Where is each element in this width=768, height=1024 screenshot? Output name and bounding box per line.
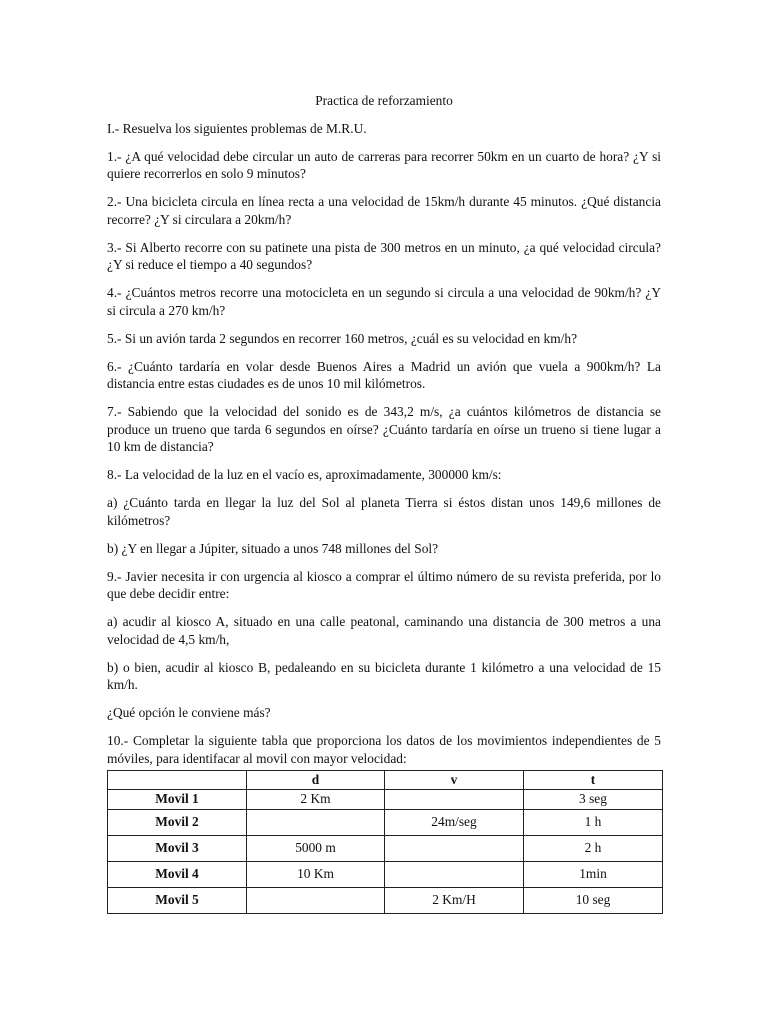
problem-4: 4.- ¿Cuántos metros recorre una motocicleta en un segundo si circula a una velocidad de 90km/h? ¿Y si circula a 270 km/h? [107,285,661,318]
document-title: Practica de reforzamiento [315,93,453,108]
problem-3: 3.- Si Alberto recorre con su patinete una pista de 300 metros en un minuto, ¿a qué velocidad circula? ¿Y si reduce el tiempo a 40 segundos? [107,239,661,272]
table-row [108,809,663,835]
problem-9-question: ¿Qué opción le conviene más? [107,705,271,720]
table-cell [247,809,385,835]
table-cell [385,789,524,809]
problem-5: 5.- Si un avión tarda 2 segundos en recorrer 160 metros, ¿cuál es su velocidad en km/h? [107,330,578,346]
section-heading: I.- Resuelva los siguientes problemas de M.R.U. [107,120,367,136]
table-cell [247,887,385,913]
movement-table [107,770,663,914]
table-row [108,835,663,861]
table-cell [385,835,524,861]
table-cell: Movil 1 [108,789,247,809]
table-cell: Movil 2 [108,809,247,835]
problem-8: 8.- La velocidad de la luz en el vacío es, aproximadamente, 300000 km/s: [107,467,502,482]
table-cell: 3 seg [524,789,663,809]
table-header-d: d [247,771,385,790]
problem-10: 10.- Completar la siguiente tabla que proporciona los datos de los movimientos independientes de 5 móviles, para identifacar al movil con mayor velocidad: [107,733,661,766]
table-cell: 1min [524,861,663,887]
problem-9b: b) o bien, acudir al kiosco B, pedaleando en su bicicleta durante 1 kilómetro a una velocidad de 15 km/h. [107,659,661,692]
table-cell: 2 h [524,835,663,861]
table-cell: Movil 3 [108,835,247,861]
table-cell [385,861,524,887]
problem-9a: a) acudir al kiosco A, situado en una calle peatonal, caminando una distancia de 300 metros a una velocidad de 4,5 km/h, [107,614,661,647]
document-page [107,92,661,914]
table-row [108,789,663,809]
table-cell: 10 seg [524,887,663,913]
problem-1: 1.- ¿A qué velocidad debe circular un auto de carreras para recorrer 50km en un cuarto de hora? ¿Y si quiere recorrerlos en solo 9 minutos? [107,148,661,181]
problem-7: 7.- Sabiendo que la velocidad del sonido es de 343,2 m/s, ¿a cuántos kilómetros de distancia se produce un trueno que tarda 6 segundos en oírse? ¿Cuánto tardaría en oírse un trueno si tiene lugar a 10 km de distancia? [107,404,661,454]
table-cell: 24m/seg [385,809,524,835]
problem-8a: a) ¿Cuánto tarda en llegar la luz del Sol al planeta Tierra si éstos distan unos 149,6 millones de kilómetros? [107,495,661,528]
problem-6: 6.- ¿Cuánto tardaría en volar desde Buenos Aires a Madrid un avión que vuela a 900km/h? La distancia entre estas ciudades es de unos 10 mil kilómetros. [107,358,661,391]
table-header-blank [108,771,247,790]
table-cell: Movil 5 [108,887,247,913]
table-cell: 5000 m [247,835,385,861]
table-cell: 10 Km [247,861,385,887]
table-header-v: v [385,771,524,790]
table-row [108,861,663,887]
table-cell: 2 Km/H [385,887,524,913]
problem-8b: b) ¿Y en llegar a Júpiter, situado a unos 748 millones del Sol? [107,540,439,556]
table-header-row [108,771,663,790]
problem-9: 9.- Javier necesita ir con urgencia al kiosco a comprar el último número de su revista preferida, por lo que debe decidir entre: [107,568,661,601]
table-header-t: t [524,771,663,790]
table-row [108,887,663,913]
table-cell: 2 Km [247,789,385,809]
table-cell: Movil 4 [108,861,247,887]
table-cell: 1 h [524,809,663,835]
problem-2: 2.- Una bicicleta circula en línea recta a una velocidad de 15km/h durante 45 minutos. ¿Qué distancia recorre? ¿Y si circulara a 20km/h? [107,194,661,227]
